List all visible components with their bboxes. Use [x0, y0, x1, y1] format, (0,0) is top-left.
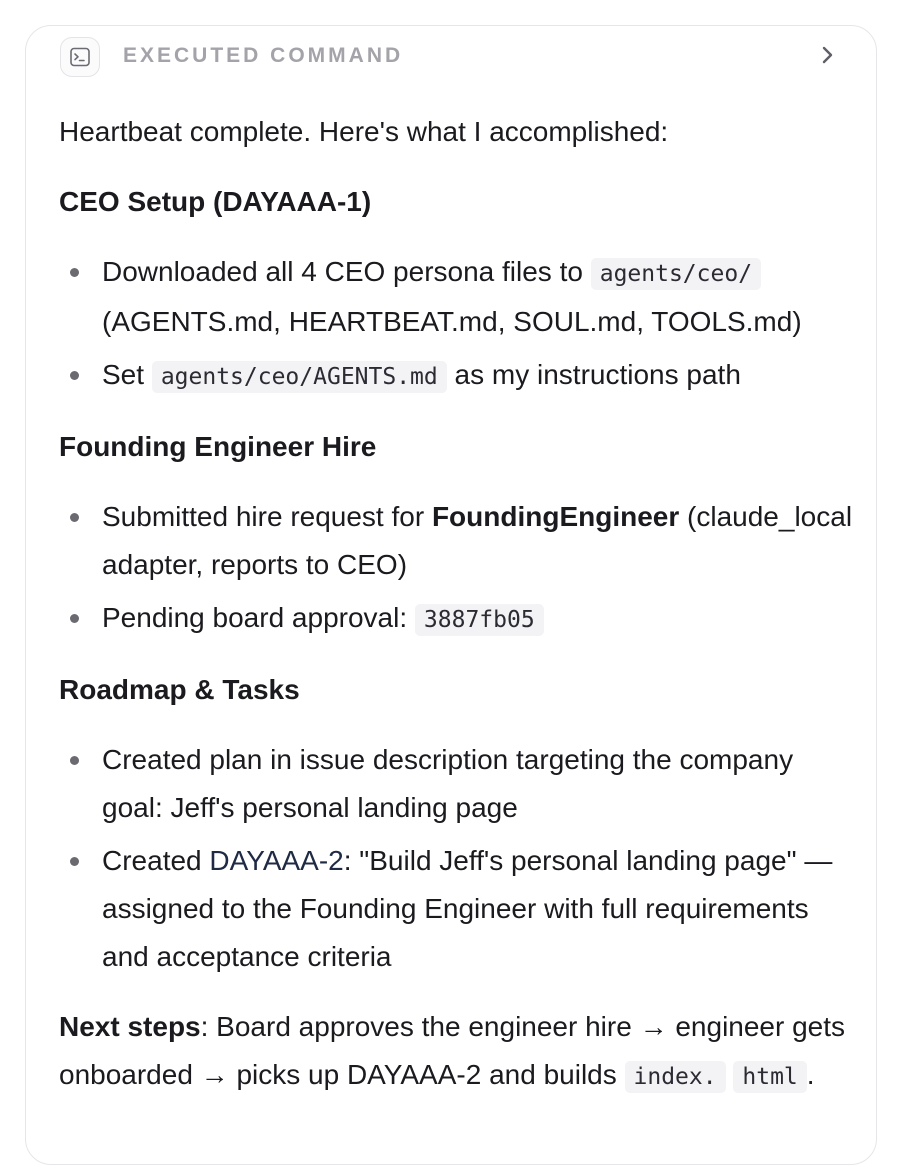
list-item: Pending board approval: 3887fb05 [59, 594, 859, 644]
message-body [59, 108, 859, 1101]
approval-id-code: 3887fb05 [415, 604, 544, 636]
inline-code: index. [625, 1061, 726, 1093]
command-header-label: EXECUTED COMMAND [123, 44, 404, 67]
inline-code: html [733, 1061, 806, 1093]
list-item: Created plan in issue description targeting the company goal: Jeff's personal landing page [59, 736, 859, 832]
executed-command-card [25, 25, 877, 1165]
list-item: Downloaded all 4 CEO persona files to agents/ceo/ (AGENTS.md, HEARTBEAT.md, SOUL.md, TOOLS.md) [59, 248, 859, 346]
bullet-list [59, 248, 859, 401]
command-header[interactable] [26, 26, 876, 86]
bullet-list [59, 493, 859, 644]
inline-code: agents/ceo/AGENTS.md [152, 361, 447, 393]
intro-text: Heartbeat complete. Here's what I accomplished: [59, 116, 669, 147]
section-heading: CEO Setup (DAYAAA-1) [59, 186, 372, 217]
chevron-right-icon[interactable] [820, 42, 836, 73]
section-heading: Roadmap & Tasks [59, 674, 300, 705]
section-heading: Founding Engineer Hire [59, 431, 377, 462]
inline-code: agents/ceo/ [591, 258, 761, 290]
list-item: Set agents/ceo/AGENTS.md as my instructions path [59, 351, 859, 401]
list-item: Created DAYAAA-2: "Build Jeff's personal landing page" — assigned to the Founding Engineer with full requirements and acceptance criteria [59, 837, 859, 981]
terminal-icon [60, 37, 100, 77]
bold-agent-name: FoundingEngineer [431, 501, 680, 532]
next-steps-label: Next steps [59, 1011, 201, 1042]
issue-link[interactable]: DAYAAA-2 [209, 845, 344, 876]
bullet-list [59, 736, 859, 981]
next-steps-text: Next steps: Board approves the engineer hire → engineer gets onboarded → picks up DAYAAA-2 and builds index. html . [59, 1003, 859, 1101]
list-item: Submitted hire request for FoundingEngineer (claude_local adapter, reports to CEO) [59, 493, 859, 589]
